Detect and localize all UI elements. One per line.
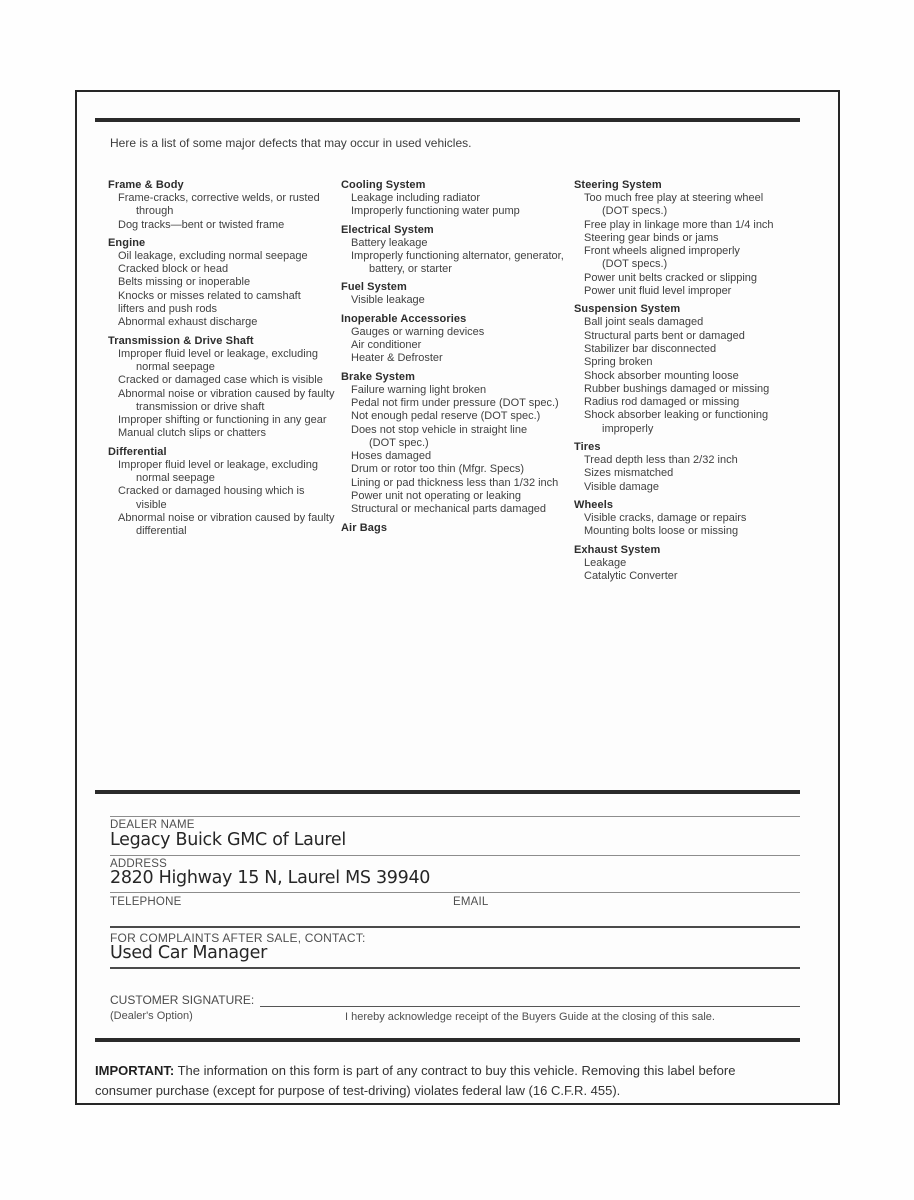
defect-item-line: Improperly functioning alternator, generator, [351, 249, 564, 262]
defect-item-line: Abnormal noise or vibration caused by faulty [118, 387, 335, 400]
defect-item-line: Abnormal exhaust discharge [118, 316, 258, 329]
defect-section-heading: Wheels [574, 498, 614, 511]
customer-signature-label: CUSTOMER SIGNATURE: [110, 993, 255, 1007]
defect-item-line: Rubber bushings damaged or missing [584, 382, 770, 395]
defect-section-heading: Frame & Body [108, 179, 184, 191]
defect-item-line: Pedal not firm under pressure (DOT spec.) [351, 396, 559, 409]
defect-item-line: Shock absorber leaking or functioning [584, 409, 769, 422]
defect-item-line: Lining or pad thickness less than 1/32 inch [351, 476, 559, 489]
dealers-option-note: (Dealer's Option) [110, 1010, 193, 1022]
defect-item-line: Front wheels aligned improperly [584, 245, 740, 258]
defect-item-line: Not enough pedal reserve (DOT spec.) [351, 410, 541, 423]
defect-item-line: Visible damage [584, 480, 660, 493]
complaints-contact-value: Used Car Manager [110, 943, 267, 963]
telephone-label: TELEPHONE [110, 896, 182, 908]
defect-list [108, 174, 810, 583]
defect-item-line: Improper fluid level or leakage, excluding [118, 347, 318, 360]
defect-item-line: Air conditioner [351, 339, 422, 352]
defect-item-line: Tread depth less than 2/32 inch [584, 454, 738, 467]
defect-section-heading: Steering System [574, 179, 662, 191]
defect-section-heading: Exhaust System [574, 543, 661, 556]
defect-item-line: Structural or mechanical parts damaged [351, 503, 547, 516]
defect-section-heading: Tires [574, 441, 601, 454]
dealer-name-label: DEALER NAME [110, 819, 195, 831]
defect-item-line: Knocks or misses related to camshaft [118, 289, 301, 302]
address-label: ADDRESS [110, 858, 167, 870]
important-text: The information on this form is part of any contract to buy this vehicle. Removing this label before consumer purchase (except for purpose of test-driving) violates federal law (16 C.F.R. 455). [95, 1063, 736, 1098]
acknowledgement-note: I hereby acknowledge receipt of the Buyers Guide at the closing of this sale. [345, 1011, 715, 1023]
defect-item-line: Oil leakage, excluding normal seepage [118, 249, 308, 262]
defect-item-line: Cracked block or head [118, 263, 229, 276]
defect-item-line: Power unit fluid level improper [584, 285, 732, 298]
defect-item-line: Shock absorber mounting loose [584, 369, 739, 382]
defect-item-line: transmission or drive shaft [136, 400, 265, 413]
defect-item-line: improperly [602, 422, 654, 435]
defect-item-line: Too much free play at steering wheel [584, 192, 764, 204]
intro-text: Here is a list of some major defects that may occur in used vehicles. [110, 136, 472, 150]
defect-item-line: battery, or starter [369, 263, 452, 276]
defect-item-line: Dog tracks—bent or twisted frame [118, 218, 285, 231]
defect-item-line: Improper fluid level or leakage, excluding [118, 458, 318, 471]
defect-section-heading: Electrical System [341, 223, 434, 236]
defect-item-line: Improperly functioning water pump [351, 205, 520, 218]
defect-item-line: Does not stop vehicle in straight line [351, 423, 528, 436]
defect-section-heading: Transmission & Drive Shaft [108, 334, 254, 347]
defect-item-line: Manual clutch slips or chatters [118, 427, 266, 440]
defect-item-line: (DOT specs.) [602, 258, 668, 271]
defect-section-heading: Engine [108, 236, 146, 249]
defect-item-line: normal seepage [136, 360, 215, 373]
defect-item-line: Spring broken [584, 356, 653, 369]
defect-item-line: Visible leakage [351, 294, 425, 307]
defect-item-line: lifters and push rods [118, 303, 218, 316]
defect-item-line: Drum or rotor too thin (Mfgr. Specs) [351, 463, 524, 476]
defect-item-line: Sizes mismatched [584, 467, 674, 480]
defect-item-line: visible [136, 498, 167, 511]
signature-blank-line[interactable] [260, 993, 800, 1007]
defect-section-heading: Brake System [341, 370, 415, 383]
dealer-section-divider [95, 790, 800, 794]
address-value: 2820 Highway 15 N, Laurel MS 39940 [110, 868, 431, 888]
defect-item-line: Leakage [584, 556, 627, 569]
defect-item-line: Mounting bolts loose or missing [584, 525, 739, 538]
defect-item-line: Cracked or damaged case which is visible [118, 374, 323, 387]
buyers-guide-back-page [75, 90, 840, 1105]
defect-section-heading: Fuel System [341, 281, 407, 294]
defect-item-line: Ball joint seals damaged [584, 316, 704, 329]
defect-item-line: Structural parts bent or damaged [584, 329, 745, 342]
email-label: EMAIL [453, 896, 489, 908]
defect-item-line: Leakage including radiator [351, 192, 481, 204]
defect-column [108, 174, 341, 583]
address-field-line [110, 855, 800, 856]
important-notice [95, 1061, 794, 1100]
defect-item-line: Heater & Defroster [351, 352, 443, 365]
complaints-bottom-line [110, 967, 800, 969]
defect-item-line: Abnormal noise or vibration caused by faulty [118, 511, 335, 524]
defect-section-heading: Suspension System [574, 303, 681, 316]
defect-item-line: normal seepage [136, 472, 215, 485]
defect-item-line: Power unit belts cracked or slipping [584, 271, 758, 284]
defect-section-heading: Cooling System [341, 179, 426, 191]
important-label: IMPORTANT: [95, 1063, 175, 1078]
defect-item-line: (DOT specs.) [602, 205, 668, 218]
defect-item-line: Power unit not operating or leaking [351, 490, 521, 503]
defect-item-line: Hoses damaged [351, 450, 432, 463]
defect-item-line: Radius rod damaged or missing [584, 396, 740, 409]
dealer-name-field-line [110, 816, 800, 817]
dealer-name-value: Legacy Buick GMC of Laurel [110, 830, 346, 850]
defect-item-line: Belts missing or inoperable [118, 276, 251, 289]
complaints-contact-label: FOR COMPLAINTS AFTER SALE, CONTACT: [110, 931, 366, 945]
defect-item-line: Steering gear binds or jams [584, 231, 719, 244]
defect-item-line: Cracked or damaged housing which is [118, 485, 305, 498]
important-section-divider [95, 1038, 800, 1042]
customer-signature-row [110, 993, 800, 1007]
top-rule-divider [95, 118, 800, 122]
defect-item-line: Stabilizer bar disconnected [584, 342, 717, 355]
defect-item-line: Visible cracks, damage or repairs [584, 511, 747, 524]
complaints-top-line [110, 926, 800, 928]
defect-section-heading: Differential [108, 445, 167, 458]
defect-section-heading: Inoperable Accessories [341, 312, 467, 325]
defect-item-line: differential [136, 525, 187, 538]
telephone-field-line [110, 892, 800, 893]
defect-item-line: Frame-cracks, corrective welds, or rusted [118, 192, 320, 204]
defect-item-line: Failure warning light broken [351, 383, 487, 396]
defect-item-line: Catalytic Converter [584, 569, 678, 582]
defect-item-line: (DOT spec.) [369, 436, 429, 449]
defect-item-line: Free play in linkage more than 1/4 inch [584, 218, 774, 231]
defect-section-heading: Air Bags [341, 521, 388, 534]
defect-item-line: through [136, 205, 174, 218]
defect-column [341, 174, 574, 583]
defect-item-line: Battery leakage [351, 236, 428, 249]
defect-item-line: Improper shifting or functioning in any gear [118, 414, 327, 427]
defect-column [574, 174, 807, 583]
defect-item-line: Gauges or warning devices [351, 325, 485, 338]
